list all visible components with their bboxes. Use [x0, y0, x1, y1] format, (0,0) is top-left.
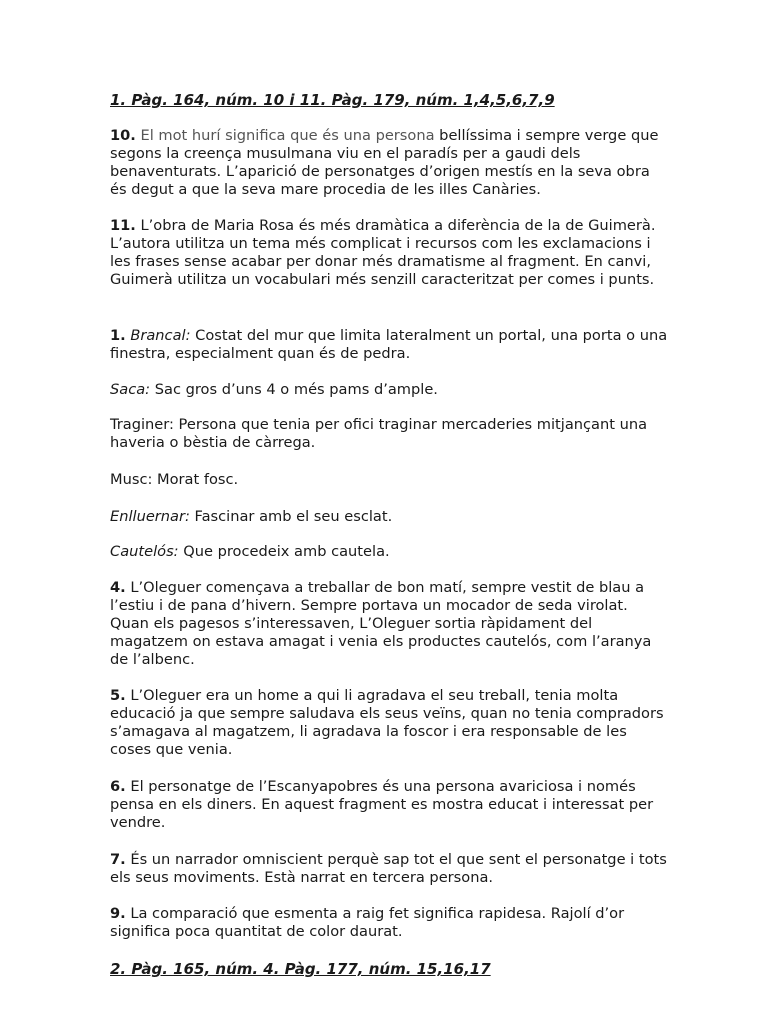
- definition-text: Que procedeix amb cautela.: [178, 543, 390, 560]
- answer-text: L’Oleguer era un home a qui li agradava el seu treball, tenia molta educació ja que sempre saludava els seus veïns, quan no tenia compradors s’amagava al magatzem, li agradava la foscor i era responsable de les coses que venia.: [110, 687, 664, 758]
- term-brancal: Brancal:: [130, 327, 191, 344]
- term-saca: Saca:: [110, 381, 151, 398]
- definition-text: Fascinar amb el seu esclat.: [189, 508, 393, 525]
- answer-text: És un narrador omniscient perquè sap tot el que sent el personatge i tots els seus moviments. Està narrat en tercera persona.: [110, 851, 667, 886]
- answer-number: 7.: [110, 851, 126, 868]
- answer-text: L’obra de Maria Rosa és més dramàtica a diferència de la de Guimerà. L’autora utilitza un tema més complicat i recursos com les exclamacions i les frases sense acabar per donar més dramatisme al fragment. En canvi, Guimerà utilitza un vocabulari més senzill caracteritzat per comes i punts.: [110, 217, 656, 288]
- answer-text: El personatge de l’Escanyapobres és una persona avariciosa i només pensa en els diners. En aquest fragment es mostra educat i interessat per vendre.: [110, 778, 654, 831]
- term-enlluernar: Enlluernar:: [110, 508, 190, 525]
- answer-number: 5.: [110, 687, 126, 704]
- answer-number: 4.: [110, 579, 126, 596]
- answer-text-grey: El mot hurí significa que és una persona: [135, 127, 435, 144]
- definition-cautelos: [110, 543, 670, 561]
- answer-number: 11.: [110, 217, 136, 234]
- definition-enlluernar: [110, 508, 670, 526]
- definition-traginer: Traginer: Persona que tenia per ofici traginar mercaderies mitjançant una haveria o bèstia de càrrega.: [110, 416, 648, 451]
- answer-text: L’Oleguer començava a treballar de bon matí, sempre vestit de blau a l’estiu i de pana d’hivern. Sempre portava un mocador de seda virolat. Quan els pagesos s’interessaven, L’Oleguer sortia ràpidament del magatzem on estava amagat i venia els productes cautelós, com l’aranya de l’albenc.: [110, 579, 652, 668]
- answer-text: La comparació que esmenta a raig fet significa rapidesa. Rajolí d’or significa poca quantitat de color daurat.: [110, 905, 625, 940]
- answer-11: [110, 217, 670, 289]
- definition-musc: Musc: Morat fosc.: [110, 471, 239, 488]
- answer-10: [110, 127, 670, 199]
- definition-saca: [110, 381, 670, 399]
- answer-5: [110, 687, 670, 759]
- answer-7: [110, 851, 670, 887]
- term-cautelos: Cautelós:: [110, 543, 179, 560]
- definition-text: Costat del mur que limita lateralment un portal, una porta o una finestra, especialment quan és de pedra.: [110, 327, 668, 362]
- answer-4: [110, 579, 670, 669]
- section-heading-2: 2. Pàg. 165, núm. 4. Pàg. 177, núm. 15,16,17: [110, 960, 491, 978]
- answer-number: 6.: [110, 778, 126, 795]
- answer-9: [110, 905, 670, 941]
- answer-number: 10.: [110, 127, 136, 144]
- answer-number: 9.: [110, 905, 126, 922]
- answer-number: 1.: [110, 327, 126, 344]
- section-heading-1: 1. Pàg. 164, núm. 10 i 11. Pàg. 179, núm. 1,4,5,6,7,9: [110, 91, 555, 109]
- answer-6: [110, 778, 670, 832]
- answer-text: bellíssima i sempre verge que segons la creença musulmana viu en el paradís per a gaudi dels benaventurats. L’aparició de personatges d’origen mestís en la seva obra és degut a que la seva mare procedia de les illes Canàries.: [110, 127, 659, 198]
- definition-text: Sac gros d’uns 4 o més pams d’ample.: [150, 381, 438, 398]
- answer-1: [110, 327, 670, 363]
